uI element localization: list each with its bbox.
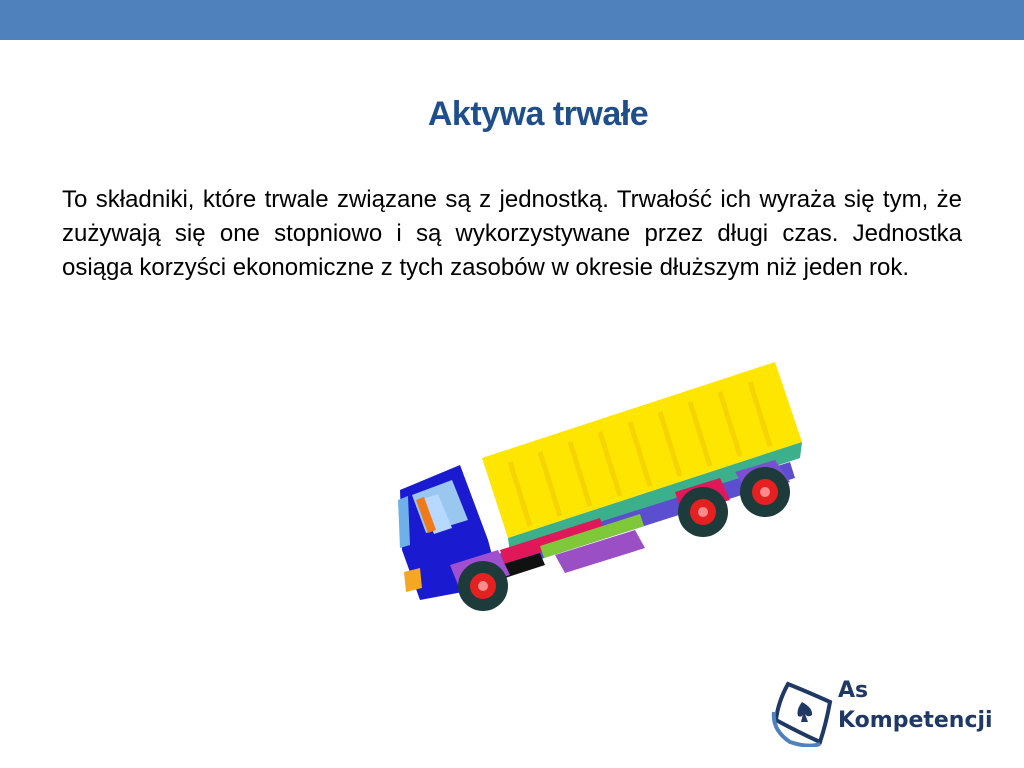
slide-body-text: To składniki, które trwale związane są z jednostką. Trwałość ich wyraża się tym, że zużywają się one stopniowo i są wykorzystywane przez długi czas. Jednostka osiąga korzyści ekonomiczne z tych zasobów w okresie dłuższym niż jeden rok. <box>62 186 962 281</box>
truck-illustration <box>390 350 810 620</box>
logo-text-line1: As <box>838 678 869 703</box>
top-bar <box>0 0 1024 40</box>
slide-title: Aktywa trwałe <box>427 95 649 133</box>
logo-text-line2: Kompetencji <box>838 708 993 733</box>
